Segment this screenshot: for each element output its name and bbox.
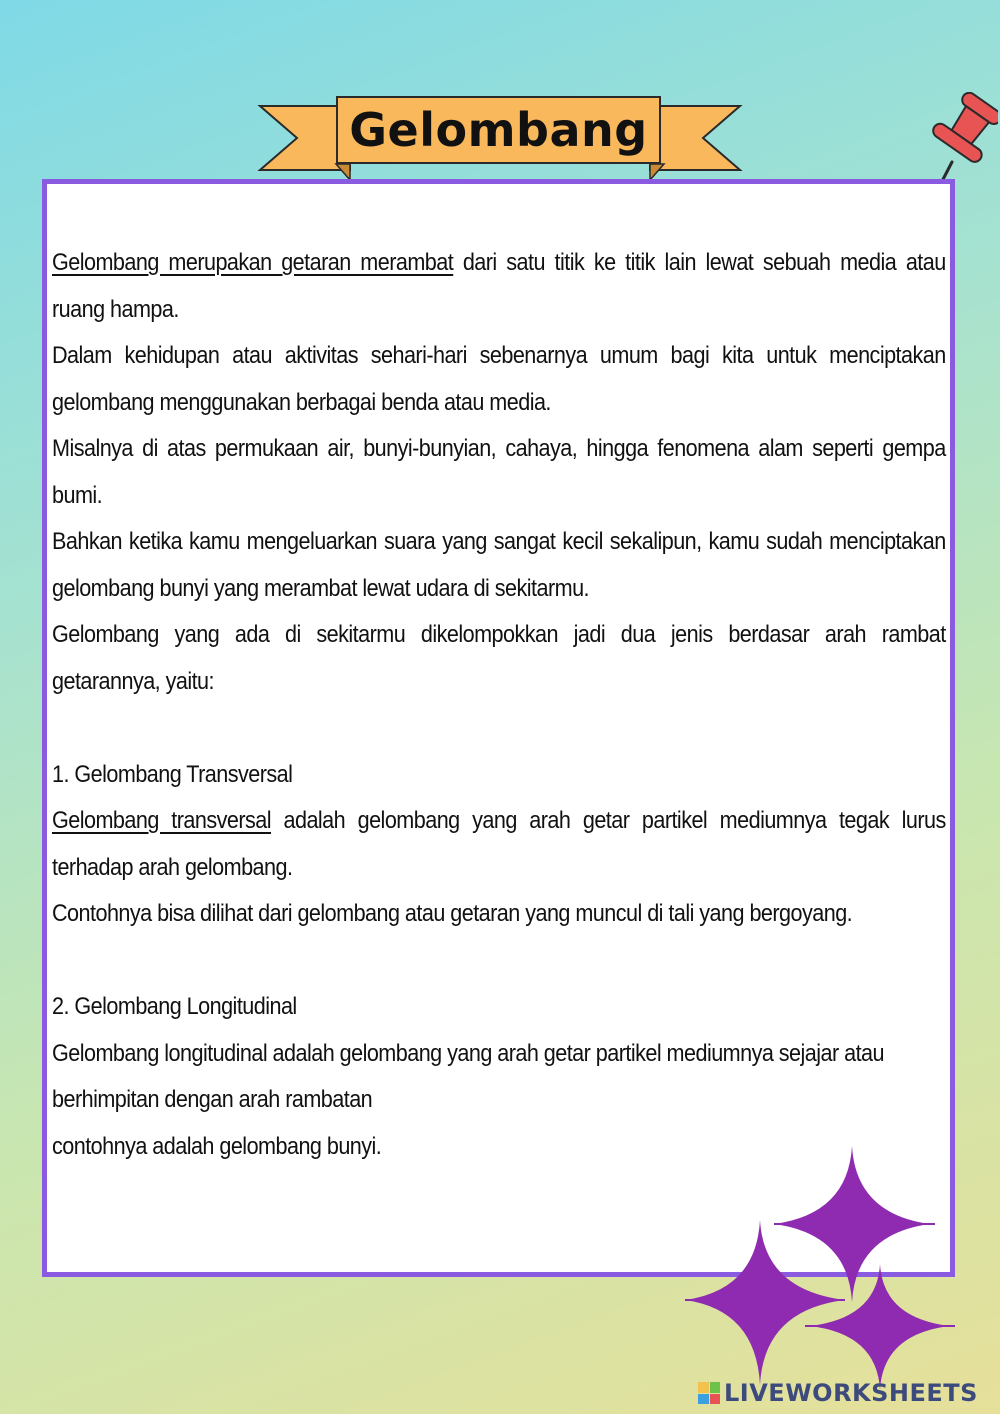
logo-icon bbox=[698, 1382, 720, 1404]
paragraph-9: contohnya adalah gelombang bunyi. bbox=[52, 1132, 382, 1160]
paragraph-2: Dalam kehidupan atau aktivitas sehari-hari sebenarnya umum bagi kita untuk menciptakan gelombang menggunakan berbagai benda atau media. bbox=[52, 342, 946, 416]
underlined-term: Gelombang merupakan getaran merambat bbox=[52, 249, 454, 276]
article-body bbox=[52, 240, 946, 1170]
title-banner bbox=[336, 96, 661, 164]
paragraph-5: Gelombang yang ada di sekitarmu dikelompokkan jadi dua jenis berdasar arah rambat getarannya, yaitu: bbox=[52, 621, 946, 695]
brand-text: LIVEWORKSHEETS bbox=[724, 1379, 978, 1407]
paragraph-8: Gelombang longitudinal adalah gelombang yang arah getar partikel mediumnya sejajar atau berhimpitan dengan arah rambatan bbox=[52, 1039, 884, 1113]
underlined-term: Gelombang transversal bbox=[52, 807, 272, 834]
page-title: Gelombang bbox=[349, 103, 648, 157]
sparkles-decoration bbox=[680, 1140, 970, 1400]
paragraph-text: adalah gelombang yang arah getar partikel mediumnya tegak lurus terhadap arah gelombang. bbox=[52, 807, 946, 881]
paragraph-4: Bahkan ketika kamu mengeluarkan suara yang sangat kecil sekalipun, kamu sudah menciptakan gelombang bunyi yang merambat lewat udara di sekitarmu. bbox=[52, 528, 946, 602]
liveworksheets-logo bbox=[698, 1378, 978, 1408]
paragraph-1 bbox=[52, 240, 946, 333]
heading-longitudinal: 2. Gelombang Longitudinal bbox=[52, 993, 297, 1020]
paragraph-text: dari satu titik ke titik lain lewat sebuah media atau ruang hampa. bbox=[52, 249, 946, 323]
paragraph-7: Contohnya bisa dilihat dari gelombang atau getaran yang muncul di tali yang bergoyang. bbox=[52, 900, 853, 927]
heading-transversal: 1. Gelombang Transversal bbox=[52, 760, 293, 788]
paragraph-3: Misalnya di atas permukaan air, bunyi-bunyian, cahaya, hingga fenomena alam seperti gempa bumi. bbox=[52, 435, 946, 509]
paragraph-6 bbox=[52, 798, 946, 891]
sparkle-icon bbox=[685, 1220, 845, 1385]
